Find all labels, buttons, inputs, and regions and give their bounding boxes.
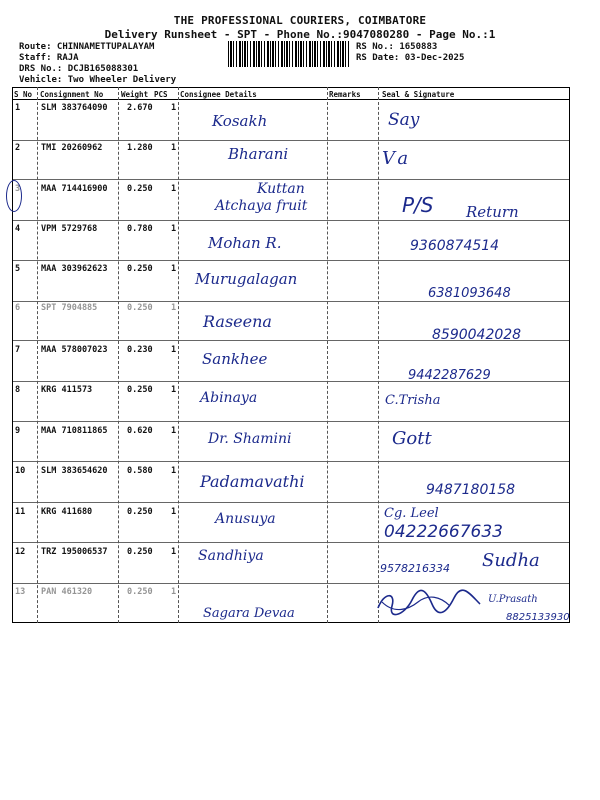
cell-pcs: 1: [171, 143, 177, 153]
handwritten-phone: 04222667633: [384, 522, 503, 542]
table-bottom-border: [12, 622, 569, 623]
col-header-seal: Seal & Signature: [382, 90, 455, 99]
row-divider: [12, 140, 569, 141]
rs-date: RS Date: 03-Dec-2025: [356, 53, 465, 63]
cell-consignment: KRG 411680: [41, 507, 93, 517]
col-header-consignment: Consignment No: [40, 90, 104, 99]
col-separator: [118, 87, 119, 623]
col-separator: [178, 87, 179, 623]
cell-sno: 4: [15, 224, 21, 234]
cell-consignment: MAA 303962623: [41, 264, 108, 274]
col-separator: [378, 87, 379, 623]
cell-pcs: 1: [171, 184, 177, 194]
cell-weight: 0.250: [127, 587, 153, 597]
cell-pcs: 1: [171, 507, 177, 517]
cell-pcs: 1: [171, 426, 177, 436]
rs-number: RS No.: 1650883: [356, 42, 438, 52]
cell-pcs: 1: [171, 224, 177, 234]
cell-pcs: 1: [171, 466, 177, 476]
document-subtitle: Delivery Runsheet - SPT - Phone No.:9047080280 - Page No.:1: [104, 28, 496, 41]
cell-sno: 13: [15, 587, 26, 597]
row-divider: [12, 542, 569, 543]
row-divider: [12, 461, 569, 462]
table-left-border: [12, 87, 13, 623]
handwritten-circle-mark: [6, 180, 22, 212]
signature-scribble: [374, 588, 484, 620]
table-right-border: [569, 87, 570, 623]
handwritten-phone: 9487180158: [426, 482, 516, 498]
handwritten-consignee: Sankhee: [202, 350, 268, 368]
document-title: THE PROFESSIONAL COURIERS, COIMBATORE: [173, 14, 427, 27]
cell-consignment: VPM 5729768: [41, 224, 98, 234]
handwritten-signature: Gott: [392, 428, 432, 449]
row-divider: [12, 301, 569, 302]
row-divider: [12, 583, 569, 584]
col-header-sno: S No: [14, 90, 33, 99]
cell-consignment: KRG 411573: [41, 385, 93, 395]
handwritten-signature: U.Prasath: [488, 594, 538, 605]
cell-consignment: MAA 578007023: [41, 345, 108, 355]
cell-weight: 0.250: [127, 507, 153, 517]
col-header-consignee: Consignee Details: [180, 90, 257, 99]
handwritten-consignee: Raseena: [203, 312, 272, 331]
cell-weight: 0.230: [127, 345, 153, 355]
cell-pcs: 1: [171, 303, 177, 313]
staff-label: Staff: RAJA: [19, 53, 79, 63]
drs-number: DRS No.: DCJB165088301: [19, 64, 139, 74]
col-separator: [37, 87, 38, 623]
handwritten-consignee: Padamavathi: [200, 472, 305, 491]
handwritten-phone: 6381093648: [428, 286, 511, 301]
cell-pcs: 1: [171, 264, 177, 274]
handwritten-consignee: Kosakh: [212, 112, 268, 130]
handwritten-remark: P/S: [402, 193, 434, 217]
cell-sno: 10: [15, 466, 26, 476]
col-separator: [327, 87, 328, 623]
handwritten-consignee: Dr. Shamini: [208, 431, 292, 447]
col-header-pcs: PCS: [154, 90, 168, 99]
cell-weight: 0.250: [127, 385, 153, 395]
route-label: Route: CHINNAMETTUPALAYAM: [19, 42, 155, 52]
handwritten-phone: 9360874514: [410, 238, 500, 254]
cell-sno: 11: [15, 507, 26, 517]
cell-pcs: 1: [171, 345, 177, 355]
cell-sno: 5: [15, 264, 21, 274]
cell-consignment: TRZ 195006537: [41, 547, 108, 557]
handwritten-consignee: Abinaya: [200, 390, 258, 406]
handwritten-remark: Return: [466, 203, 519, 221]
handwritten-phone: 9442287629: [408, 368, 491, 383]
handwritten-consignee: Bharani: [228, 145, 289, 163]
cell-weight: 0.580: [127, 466, 153, 476]
handwritten-phone: 8590042028: [432, 327, 522, 343]
cell-sno: 12: [15, 547, 26, 557]
cell-consignment: TMI 20260962: [41, 143, 103, 153]
cell-weight: 0.250: [127, 303, 153, 313]
handwritten-signature: Say: [388, 110, 420, 130]
header-bottom-border: [12, 99, 569, 100]
cell-weight: 1.280: [127, 143, 153, 153]
cell-weight: 0.250: [127, 547, 153, 557]
cell-sno: 1: [15, 103, 21, 113]
cell-sno: 2: [15, 143, 21, 153]
cell-consignment: SLM 383654620: [41, 466, 108, 476]
row-divider: [12, 179, 569, 180]
row-divider: [12, 260, 569, 261]
col-header-remarks: Remarks: [329, 90, 361, 99]
handwritten-signature: C.Trisha: [385, 393, 441, 408]
handwritten-consignee: Mohan R.: [208, 234, 282, 252]
cell-weight: 0.620: [127, 426, 153, 436]
row-divider: [12, 421, 569, 422]
cell-sno: 6: [15, 303, 21, 313]
cell-consignment: MAA 714416900: [41, 184, 108, 194]
cell-pcs: 1: [171, 385, 177, 395]
cell-consignment: MAA 710811865: [41, 426, 108, 436]
cell-consignment: SLM 383764090: [41, 103, 108, 113]
handwritten-consignee: Kuttan: [257, 181, 305, 197]
cell-weight: 0.250: [127, 264, 153, 274]
handwritten-signature: Va: [382, 148, 413, 169]
cell-pcs: 1: [171, 103, 177, 113]
handwritten-consignee: Murugalagan: [195, 270, 298, 288]
col-header-weight: Weight: [121, 90, 149, 99]
cell-sno: 8: [15, 385, 21, 395]
cell-pcs: 1: [171, 547, 177, 557]
cell-weight: 2.670: [127, 103, 153, 113]
table-top-border: [12, 87, 569, 88]
cell-consignment: PAN 461320: [41, 587, 93, 597]
row-divider: [12, 502, 569, 503]
handwritten-consignee: Anusuya: [215, 511, 276, 527]
cell-weight: 0.780: [127, 224, 153, 234]
cell-weight: 0.250: [127, 184, 153, 194]
handwritten-consignee: Atchaya fruit: [215, 198, 308, 214]
cell-consignment: SPT 7904885: [41, 303, 98, 313]
cell-pcs: 1: [171, 587, 177, 597]
handwritten-phone: 9578216334: [380, 562, 450, 575]
handwritten-consignee: Sandhiya: [198, 548, 264, 564]
cell-sno: 9: [15, 426, 21, 436]
handwritten-phone: 8825133930: [506, 612, 570, 623]
vehicle-label: Vehicle: Two Wheeler Delivery: [19, 75, 177, 85]
cell-sno: 3: [15, 184, 21, 194]
handwritten-signature: Sudha: [482, 550, 540, 571]
handwritten-signature: Cg. Leel: [384, 506, 439, 521]
barcode: [228, 41, 350, 67]
cell-sno: 7: [15, 345, 21, 355]
handwritten-consignee: Sagara Devaa: [203, 606, 295, 621]
